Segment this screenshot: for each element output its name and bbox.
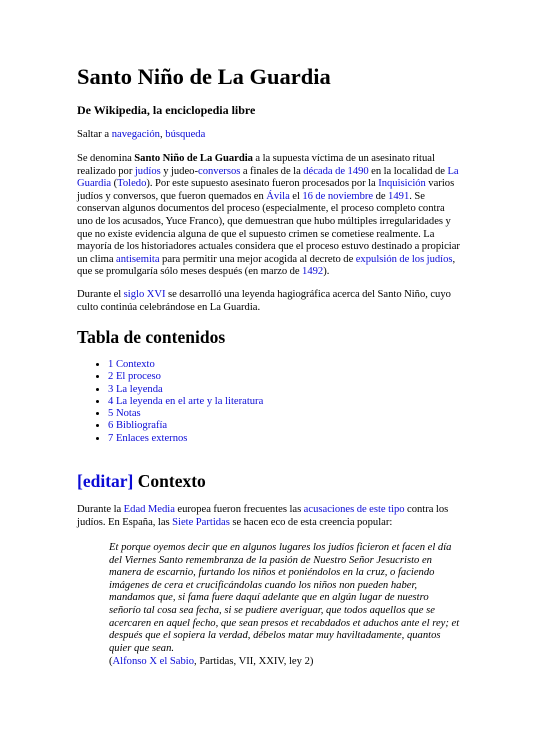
toc-list <box>89 359 263 445</box>
intro-text: varios judíos y conversos, que fueron quemados en <box>77 178 455 202</box>
intro-text: el <box>289 190 303 202</box>
toc-item <box>108 396 263 408</box>
toc-link-contexto[interactable]: 1 Contexto <box>108 359 155 370</box>
intro-text: y judeo- <box>160 165 199 177</box>
edit-section-link[interactable]: editar <box>82 471 128 491</box>
link-siete-partidas[interactable]: Siete Partidas <box>172 516 230 528</box>
toc-link-enlaces-externos[interactable]: 7 Enlaces externos <box>108 432 188 444</box>
intro-paragraph <box>77 153 461 279</box>
toc-item <box>108 408 263 420</box>
para-text: europea fueron frecuentes las <box>174 504 304 515</box>
intro-text: . Se conservan algunos documentos del proceso (especialmente, el proceso completo contra uno de los acusados, Yuce Franco), que demuestran que hubo múltiples irregularidades y que no existe evidencia alguna de que el supuesto crimen se cometiese realmente. La mayoría de los historiadores actuales considera que el proceso estuvo destinado a propiciar un clima <box>77 190 460 265</box>
link-inquisicion[interactable]: Inquisición <box>378 178 426 190</box>
contexto-paragraph <box>77 504 461 529</box>
toc-item <box>108 359 263 371</box>
toc-item <box>108 371 263 383</box>
edit-bracket-close[interactable]: ] <box>127 471 134 491</box>
link-la-guardia[interactable]: La Guardia <box>77 165 459 190</box>
search-link[interactable]: búsqueda <box>165 129 206 140</box>
intro-text: en la localidad de <box>368 165 448 177</box>
navigation-link[interactable]: navegación <box>111 129 160 140</box>
link-antisemita[interactable]: antisemita <box>116 253 160 265</box>
jump-separator: , <box>159 129 166 140</box>
toc-link-bibliografia[interactable]: 6 Bibliografía <box>108 420 168 432</box>
para-text: Durante la <box>77 504 124 515</box>
link-avila[interactable]: Ávila <box>266 190 290 202</box>
intro-bold-subject: Santo Niño de La Guardia <box>134 153 253 164</box>
section-heading-text: Contexto <box>133 471 206 491</box>
cite-text: , Partidas, VII, XXIV, ley 2) <box>194 656 314 667</box>
jump-prefix: Saltar a <box>77 129 112 140</box>
toc-item <box>108 420 263 432</box>
blockquote-citation <box>109 656 313 669</box>
para-text: contra los judíos. En España, las <box>77 504 449 528</box>
toc-item <box>108 384 263 396</box>
toc-link-notas[interactable]: 5 Notas <box>108 408 141 420</box>
toc-link-el-proceso[interactable]: 2 El proceso <box>108 371 161 383</box>
intro-text: ). Por este supuesto asesinato fueron procesados por la <box>146 178 379 190</box>
blockquote-partidas: Et porque oyemos decir que en algunos lugares los judíos ficieron et facen el día del Viernes Santo remembranza de la pasión de Nuestro Señor Jesucristo en manera de escarnio, furtando los niños et poniéndolos en la cruz, o faciendo imágenes de cera et crucificándolas cuando los niños non pueden haber, mandamos que, si fama fuere daquí adelante que en algún lugar de nuestro señorío tal cosa sea fecha, si se pudiere averiguar, que todos aquellos que se acercaren en aquel fecho, que sean presos et recabdados et aduchos ante el rey; et después que el sopiera la verdad, débelos matar muy haviltadamente, quantos quier que sean. <box>109 542 460 654</box>
link-judios[interactable]: judíos <box>134 165 161 177</box>
toc-link-la-leyenda[interactable]: 3 La leyenda <box>108 383 163 395</box>
link-toledo[interactable]: Toledo <box>117 178 147 190</box>
intro-text: ). <box>323 266 330 278</box>
intro-text: para permitir una mejor acogida al decreto de <box>159 253 356 265</box>
intro-text: a la supuesta víctima de un asesinato ritual realizado por <box>77 153 435 177</box>
link-expulsion-judios[interactable]: expulsión de los judíos <box>355 253 453 265</box>
toc-heading: Tabla de contenidos <box>77 327 226 347</box>
edit-bracket-open[interactable]: [ <box>77 471 83 491</box>
toc-link-arte-literatura[interactable]: 4 La leyenda en el arte y la literatura <box>108 395 264 407</box>
page-subtitle: De Wikipedia, la enciclopedia libre <box>77 103 256 117</box>
link-16-noviembre[interactable]: 16 de noviembre <box>302 190 374 202</box>
link-decada-1490[interactable]: década de 1490 <box>303 165 369 177</box>
section-heading-contexto <box>77 470 206 492</box>
para-text: se desarrolló una leyenda hagiográfica acerca del Santo Niño, cuyo culto continúa celebrándose en La Guardia. <box>77 289 451 313</box>
link-conversos[interactable]: conversos <box>198 165 241 177</box>
link-edad-media[interactable]: Edad Media <box>123 504 175 515</box>
link-siglo-xvi[interactable]: siglo XVI <box>123 289 166 300</box>
intro-text: Se denomina <box>77 153 135 164</box>
para-text: Durante el <box>77 289 124 300</box>
toc-item <box>108 433 263 445</box>
intro-text: de <box>373 190 389 202</box>
intro-text: , que se promulgaría sólo meses después (en marzo de <box>77 253 456 278</box>
link-acusaciones[interactable]: acusaciones de este tipo <box>303 504 405 515</box>
second-paragraph <box>77 289 461 314</box>
intro-text: a finales de la <box>240 165 304 177</box>
link-1492[interactable]: 1492 <box>302 266 324 278</box>
jump-links <box>77 128 205 141</box>
intro-text: ( <box>111 178 118 190</box>
para-text: se hacen eco de esta creencia popular: <box>229 516 393 528</box>
link-1491[interactable]: 1491 <box>388 190 410 202</box>
link-alfonso-x[interactable]: Alfonso X el Sabio <box>112 656 195 667</box>
cite-text: ( <box>109 656 113 667</box>
page-title: Santo Niño de La Guardia <box>77 64 331 89</box>
